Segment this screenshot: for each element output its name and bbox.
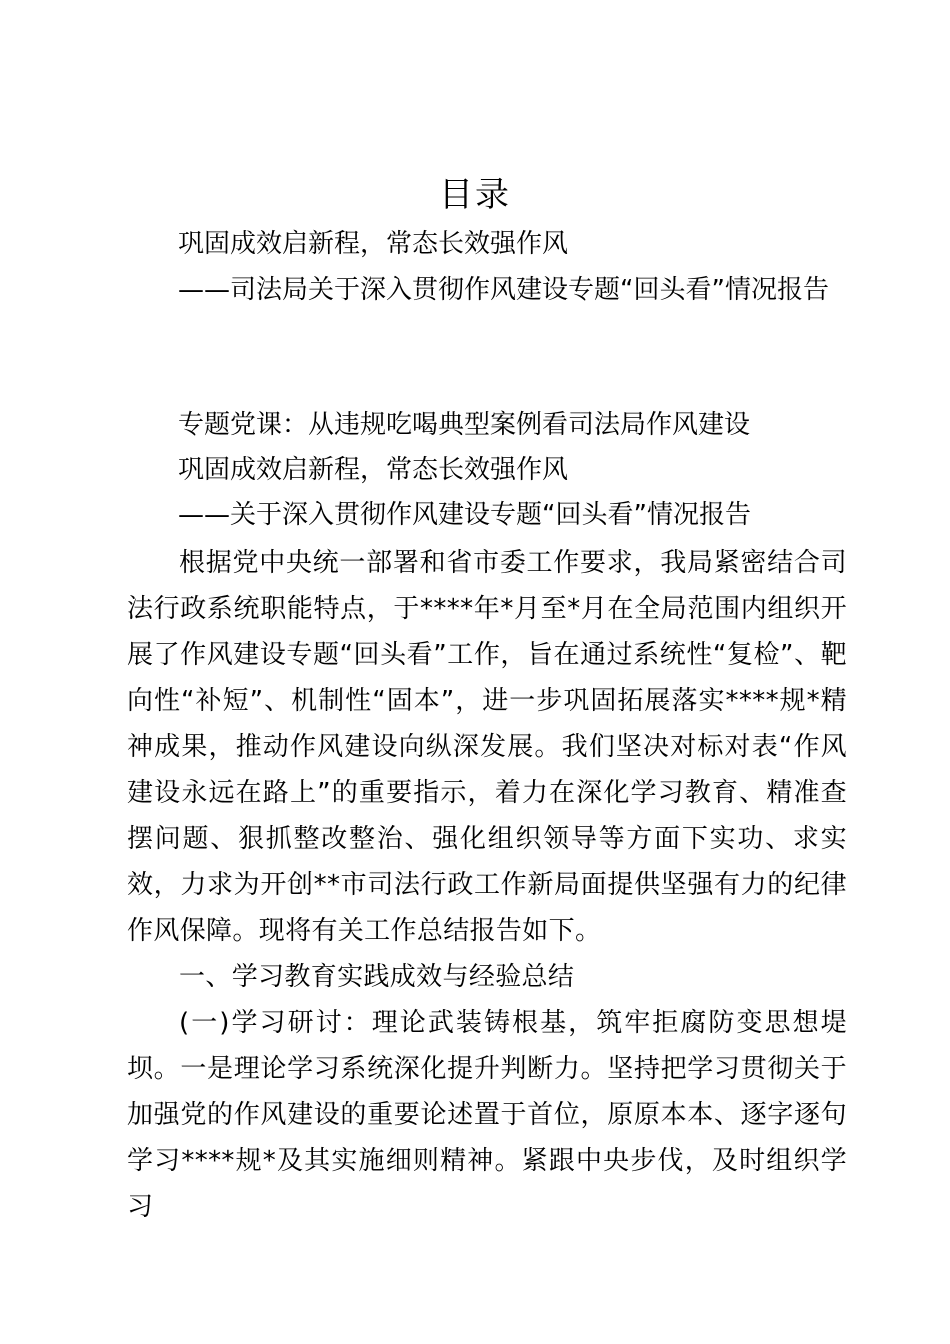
body-text (127, 540, 847, 1230)
paragraph-intro: 根据党中央统一部署和省市委工作要求，我局紧密结合司法行政系统职能特点，于****年*月至*月在全局范围内组织开展了作风建设专题“回头看”工作，旨在通过系统性“复检”、靶向性“补短”、机制性“固本”，进一步巩固拓展落实****规*精神成果，推动作风建设向纵深发展。我们坚决对标对表“作风建设永远在路上”的重要指示，着力在深化学习教育、精准查摆问题、狠抓整改整治、强化组织领导等方面下实功、求实效，力求为开创**市司法行政工作新局面提供坚强有力的纪律作风保障。现将有关工作总结报告如下。 (127, 548, 847, 946)
toc-entry-title: 巩固成效启新程，常态长效强作风 (178, 229, 569, 259)
section-title: 巩固成效启新程，常态长效强作风 (178, 455, 569, 485)
toc-entry-party-lecture: 专题党课：从违规吃喝典型案例看司法局作风建设 (178, 410, 751, 440)
section-subtitle: ——关于深入贯彻作风建设专题“回头看”情况报告 (178, 500, 751, 530)
heading-part-one: 一、学习教育实践成效与经验总结 (179, 962, 575, 992)
toc-entry-subtitle: ——司法局关于深入贯彻作风建设专题“回头看”情况报告 (178, 275, 829, 305)
paragraph-study-discussion: (一)学习研讨：理论武装铸根基，筑牢拒腐防变思想堤坝。一是理论学习系统深化提升判断力。坚持把学习贯彻关于加强党的作风建设的重要论述置于首位，原原本本、逐字逐句学习****规*及其实施细则精神。紧跟中央步伐，及时组织学习 (127, 1008, 847, 1222)
page-title: 目录 (439, 175, 511, 215)
